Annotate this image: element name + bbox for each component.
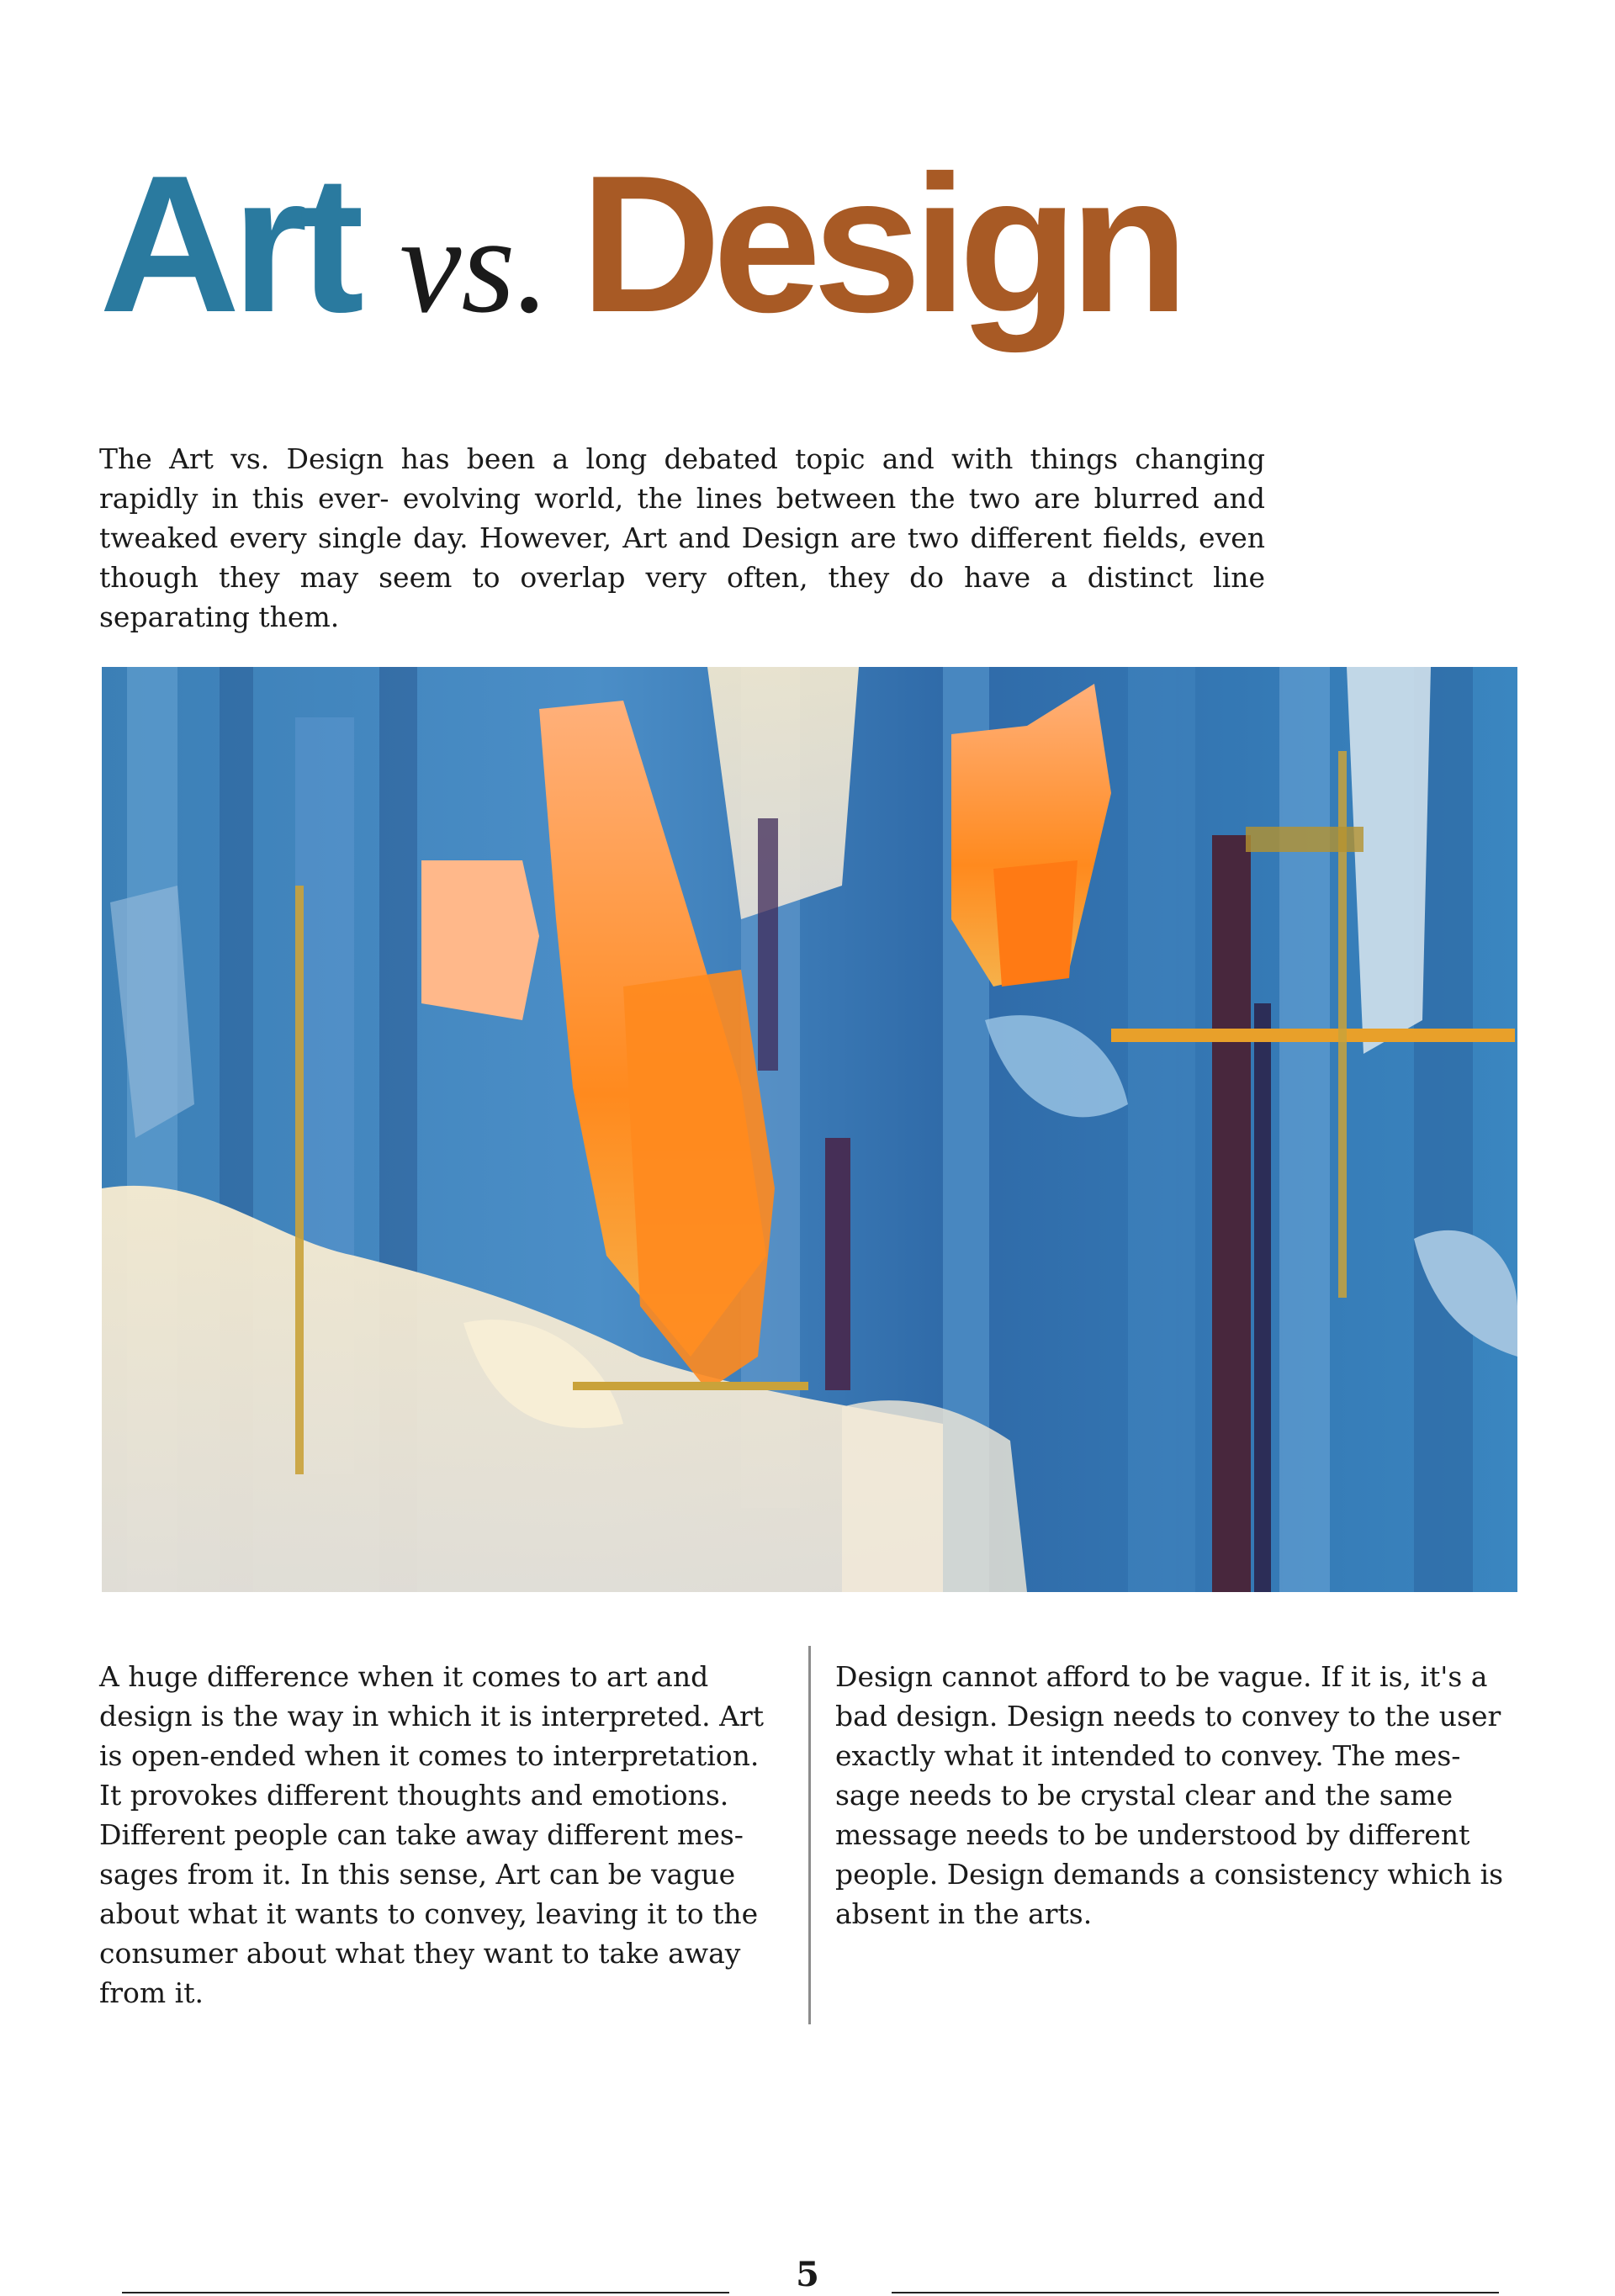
footer-rule-left (122, 2292, 729, 2293)
column-divider (808, 1646, 811, 2024)
page-title (99, 135, 1181, 353)
title-word-art: Art (99, 135, 357, 353)
right-column-text: Design cannot afford to be vague. If it is, it's a bad design. Design needs to convey to the user exactly what it intended to convey. The mes-sage needs to be crystal clear and the same message needs to be understood by different people. Design demands a consistency which is absent in the arts. (835, 1660, 1504, 1930)
title-word-design: Design (580, 135, 1181, 353)
painting-canvas (102, 667, 1517, 1592)
page-number: 5 (796, 2255, 819, 2294)
footer-rule-right (892, 2292, 1499, 2293)
abstract-painting-image (102, 667, 1517, 1592)
left-column-text: A huge difference when it comes to art and design is the way in which it is interpreted. Art is open-ended when it comes to interpretation. It provokes different thoughts and emotions. Different people can take away different mes-sages from it. In this sense, Art can be vague about what it wants to convey, leaving it to the consumer about what they want to take away from it. (99, 1660, 765, 2009)
title-word-vs: vs. (400, 188, 550, 341)
intro-paragraph: The Art vs. Design has been a long debated topic and with things changing rapidly in this ever- evolving world, the lines between the two are blurred and tweaked every single day. However, Art and Design are two different fields, even though they may seem to overlap very often, they do have a distinct line separating them. (99, 442, 1265, 633)
